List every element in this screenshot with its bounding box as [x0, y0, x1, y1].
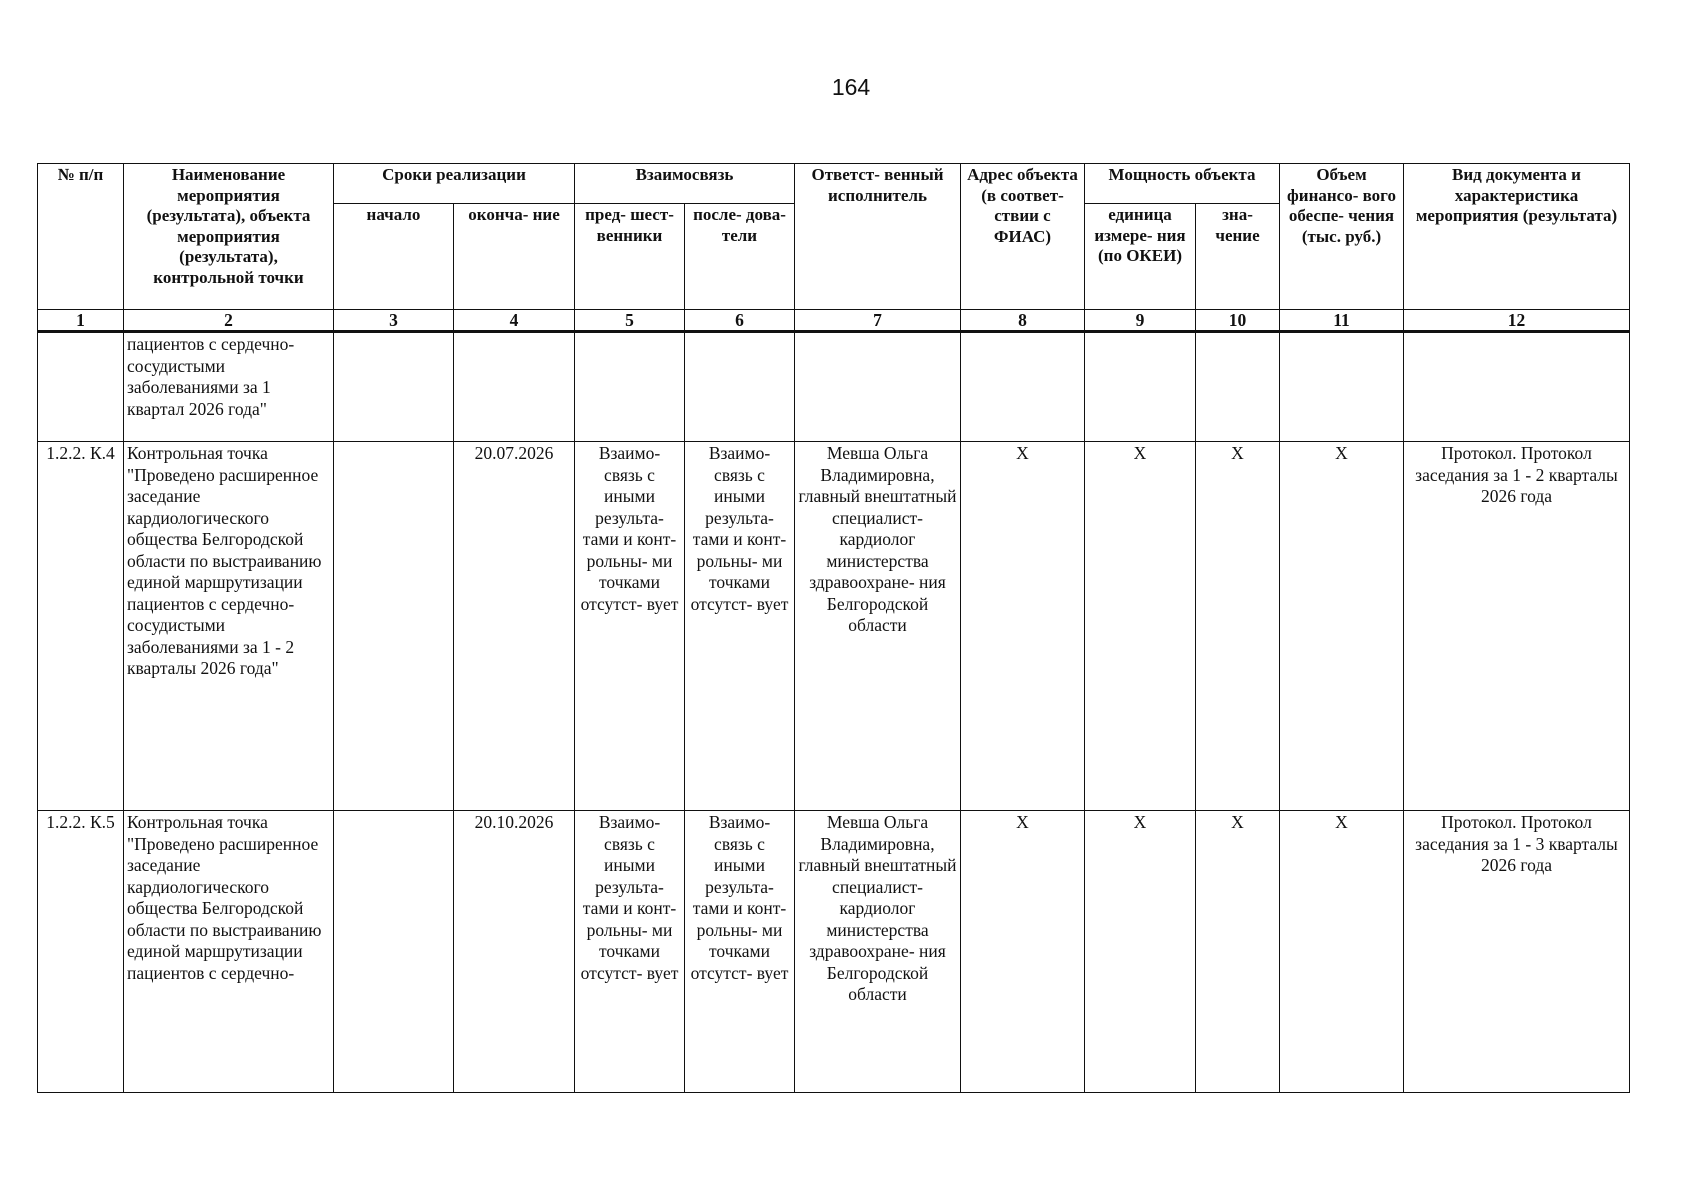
row-value [1196, 332, 1280, 442]
row-financing [1280, 332, 1404, 442]
row-num: 1.2.2. К.5 [38, 811, 124, 1093]
column-number-row [38, 310, 1630, 332]
header-unit: единица измере- ния (по ОКЕИ) [1085, 204, 1196, 310]
row-value: Х [1196, 442, 1280, 811]
row-unit: Х [1085, 811, 1196, 1093]
row-name: пациентов с сердечно- сосудистыми заболеваниями за 1 квартал 2026 года" [124, 332, 334, 442]
row-responsible [795, 332, 961, 442]
row-name: Контрольная точка "Проведено расширенное заседание кардиологического общества Белгородской области по выстраиванию единой маршрутизации пациентов с сердечно- [124, 811, 334, 1093]
row-address [961, 332, 1085, 442]
row-end [454, 332, 575, 442]
column-number: 8 [961, 310, 1085, 332]
header-predecessors: пред- шест- венники [575, 204, 685, 310]
row-financing: Х [1280, 442, 1404, 811]
plan-table [37, 163, 1630, 1093]
header-start: начало [334, 204, 454, 310]
row-end: 20.10.2026 [454, 811, 575, 1093]
row-document [1404, 332, 1630, 442]
column-number: 9 [1085, 310, 1196, 332]
column-number: 2 [124, 310, 334, 332]
header-financing: Объем финансо- вого обеспе- чения (тыс. руб.) [1280, 164, 1404, 310]
column-number: 7 [795, 310, 961, 332]
row-successors: Взаимо- связь с иными результа- тами и конт- рольны- ми точками отсутст- вует [685, 811, 795, 1093]
row-predecessors: Взаимо- связь с иными результа- тами и конт- рольны- ми точками отсутст- вует [575, 442, 685, 811]
row-start [334, 811, 454, 1093]
header-end: оконча- ние [454, 204, 575, 310]
row-successors: Взаимо- связь с иными результа- тами и конт- рольны- ми точками отсутст- вует [685, 442, 795, 811]
table-row [38, 811, 1630, 1093]
header-name: Наименование мероприятия (результата), объекта мероприятия (результата), контрольной точки [124, 164, 334, 310]
column-number: 5 [575, 310, 685, 332]
header-terms: Сроки реализации [334, 164, 575, 204]
header-successors: после- дова- тели [685, 204, 795, 310]
column-number: 11 [1280, 310, 1404, 332]
header-num: № п/п [38, 164, 124, 310]
header-address: Адрес объекта (в соответ- ствии с ФИАС) [961, 164, 1085, 310]
row-name: Контрольная точка "Проведено расширенное заседание кардиологического общества Белгородской области по выстраиванию единой маршрутизации пациентов с сердечно- сосудистыми заболеваниями за 1 - 2 кварталы 2026 года" [124, 442, 334, 811]
row-responsible: Мевша Ольга Владимировна, главный внештатный специалист- кардиолог министерства здравоохране- ния Белгородской области [795, 442, 961, 811]
row-successors [685, 332, 795, 442]
table-row [38, 442, 1630, 811]
column-number: 12 [1404, 310, 1630, 332]
row-financing: Х [1280, 811, 1404, 1093]
column-number: 6 [685, 310, 795, 332]
row-predecessors: Взаимо- связь с иными результа- тами и конт- рольны- ми точками отсутст- вует [575, 811, 685, 1093]
row-responsible: Мевша Ольга Владимировна, главный внештатный специалист- кардиолог министерства здравоохране- ния Белгородской области [795, 811, 961, 1093]
row-start [334, 442, 454, 811]
header-link: Взаимосвязь [575, 164, 795, 204]
header-document: Вид документа и характеристика мероприятия (результата) [1404, 164, 1630, 310]
column-number: 1 [38, 310, 124, 332]
row-end: 20.07.2026 [454, 442, 575, 811]
column-number: 3 [334, 310, 454, 332]
row-document: Протокол. Протокол заседания за 1 - 2 кварталы 2026 года [1404, 442, 1630, 811]
row-document: Протокол. Протокол заседания за 1 - 3 кварталы 2026 года [1404, 811, 1630, 1093]
table-row [38, 332, 1630, 442]
row-num: 1.2.2. К.4 [38, 442, 124, 811]
header-value: зна- чение [1196, 204, 1280, 310]
header-responsible: Ответст- венный исполнитель [795, 164, 961, 310]
row-predecessors [575, 332, 685, 442]
row-address: Х [961, 442, 1085, 811]
page-number: 164 [831, 74, 871, 100]
row-address: Х [961, 811, 1085, 1093]
column-number: 10 [1196, 310, 1280, 332]
row-start [334, 332, 454, 442]
row-unit: Х [1085, 442, 1196, 811]
column-number: 4 [454, 310, 575, 332]
row-value: Х [1196, 811, 1280, 1093]
row-unit [1085, 332, 1196, 442]
header-power: Мощность объекта [1085, 164, 1280, 204]
row-num [38, 332, 124, 442]
